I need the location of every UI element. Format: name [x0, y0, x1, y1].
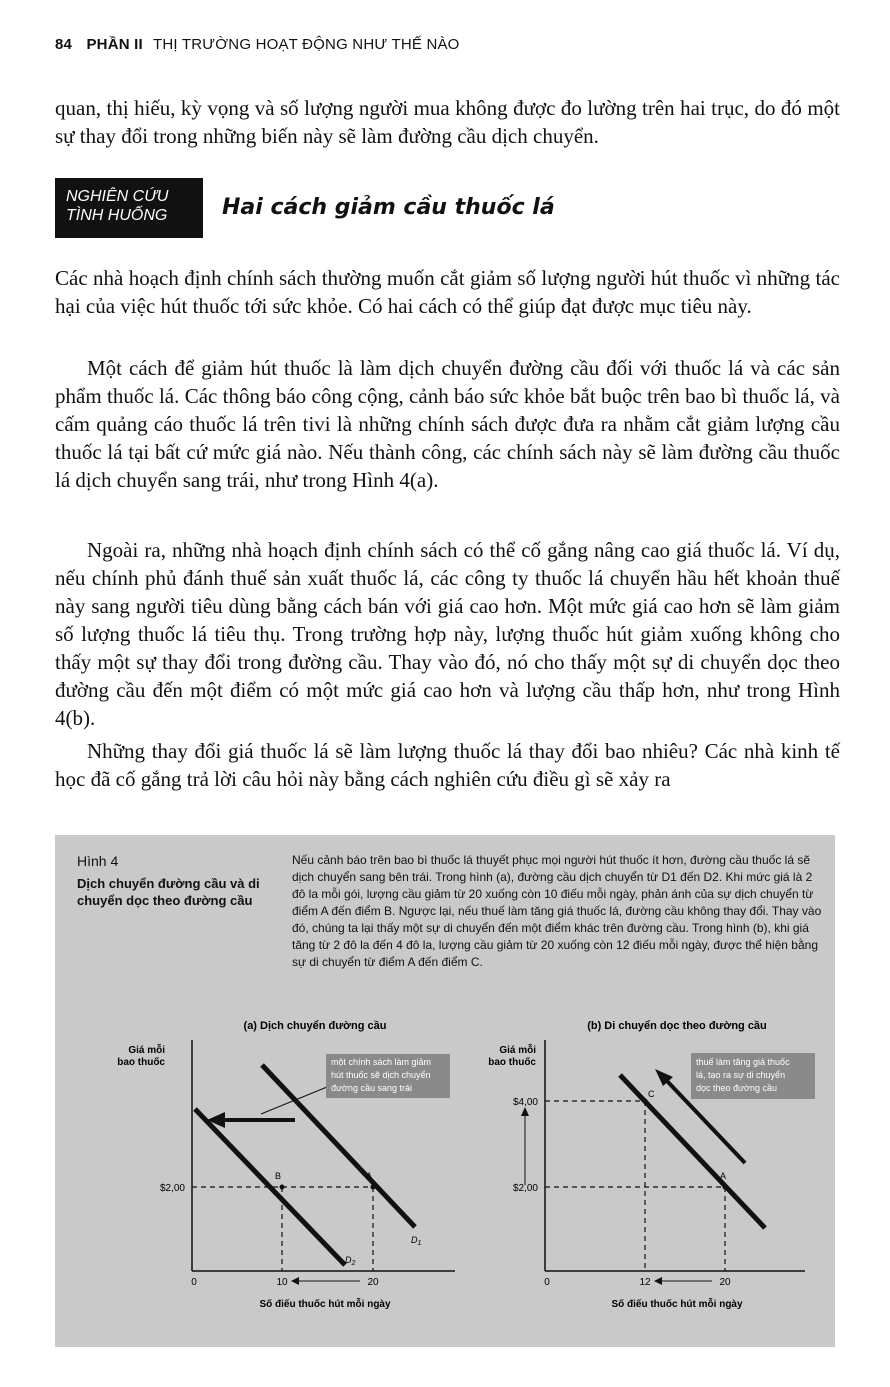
- panel-b-point-a: A: [720, 1171, 727, 1181]
- figure-number: Hình 4: [77, 853, 119, 869]
- panel-a-quantity-arrowhead: [291, 1277, 299, 1285]
- figure-graphs: [55, 835, 835, 1347]
- panel-a-ytick-2: $2,00: [159, 1183, 185, 1194]
- panel-a-point-a: A: [366, 1171, 373, 1181]
- part-label: PHẦN II: [86, 36, 143, 53]
- panel-b-dot-a: [723, 1185, 728, 1190]
- paragraph-1: Các nhà hoạch định chính sách thường muốn cắt giảm số lượng người hút thuốc vì những tác hại của việc hút thuốc tới sức khỏe. Có hai cách có thể giúp đạt được mục tiêu này.: [55, 266, 840, 318]
- panel-a-ylabel-2: bao thuốc: [117, 1057, 165, 1068]
- panel-b-dot-c: [643, 1099, 648, 1104]
- panel-b-callout-line3: dọc theo đường cầu: [696, 1083, 777, 1093]
- figure-caption-text: Nếu cảnh báo trên bao bì thuốc lá thuyết phục mọi người hút thuốc ít hơn, đường cầu thuốc lá sẽ dịch chuyển sang bên trái. Trong hình (a), đường cầu dịch chuyển từ D1 đến D2. Khi mức giá là 2 đô la mỗi gói, lượng cầu giảm từ 20 xuống còn 10 điếu mỗi ngày, phản ánh của sự dịch chuyển từ điểm A đến điểm B. Ngược lại, nếu thuế làm tăng giá thuốc lá, đường cầu không thay đổi. Thay vào đó, chúng ta lại thấy một sự di chuyển đến một điểm khác trên đường cầu. Trong hình (b), khi giá tăng từ 2 đô la đến 4 đô la, lượng cầu giảm từ 20 xuống còn 12 điếu mỗi ngày, được thể hiện bằng sự di chuyển từ điểm A đến điểm C.: [292, 853, 822, 969]
- panel-a-dot-b: [280, 1185, 285, 1190]
- panel-b-ytick-4: $4,00: [512, 1097, 538, 1108]
- panel-a-label-d2: $D_2$: [345, 1255, 356, 1267]
- running-header: [55, 36, 460, 53]
- panel-b-callout-line2: lá, tạo ra sự di chuyển: [696, 1070, 786, 1080]
- paragraph-3: Ngoài ra, những nhà hoạch định chính sách có thể cố gắng nâng cao giá thuốc lá. Ví dụ, nếu chính phủ đánh thuế sản xuất thuốc lá, các công ty thuốc lá chuyển hầu hết khoản thuế này sang người tiêu dùng bằng cách bán với giá cao hơn. Một mức giá cao hơn sẽ làm giảm số lượng thuốc lá tiêu thụ. Trong trường hợp này, lượng thuốc hút giảm xuống không cho thấy một sự thay đổi trong đường cầu. Thay vào đó, nó cho thấy một sự di chuyển dọc theo đường cầu đến một điểm có một mức giá cao hơn và lượng cầu thấp hơn, như trong Hình 4(b).: [55, 538, 840, 730]
- panel-a-xlabel: Số điếu thuốc hút mỗi ngày: [259, 1299, 391, 1310]
- case-study-title: Hai cách giảm cầu thuốc lá: [222, 195, 555, 220]
- panel-b-ylabel-1: Giá mỗi: [499, 1045, 536, 1056]
- panel-b-quantity-arrowhead: [654, 1277, 662, 1285]
- panel-a-callout-line1: một chính sách làm giảm: [331, 1057, 432, 1067]
- panel-b-title: (b) Di chuyển dọc theo đường cầu: [587, 1020, 767, 1032]
- panel-a-label-d1: $D_1$: [411, 1235, 422, 1247]
- paragraph-4: Những thay đổi giá thuốc lá sẽ làm lượng thuốc lá thay đổi bao nhiêu? Các nhà kinh tế học đã cố gắng trả lời câu hỏi này bằng cách nghiên cứu điều gì sẽ xảy ra: [55, 739, 840, 791]
- panel-a-point-b: B: [275, 1171, 282, 1181]
- panel-b-ylabel-2: bao thuốc: [488, 1057, 536, 1068]
- panel-b-xtick-12: 12: [639, 1277, 651, 1288]
- figure-4: [55, 835, 835, 1347]
- panel-a-callout-line3: đường cầu sang trái: [331, 1083, 412, 1093]
- intro-paragraph: quan, thị hiếu, kỳ vọng và số lượng người mua không được đo lường trên hai trục, do đó một sự thay đổi trong những biến này sẽ làm đường cầu dịch chuyển.: [55, 96, 840, 148]
- panel-a-dot-a: [371, 1185, 376, 1190]
- case-study-label: [55, 178, 203, 238]
- panel-a-ylabel-1: Giá mỗi: [128, 1045, 165, 1056]
- panel-a-xtick-0: 0: [191, 1277, 197, 1288]
- panel-b-xtick-20: 20: [719, 1277, 731, 1288]
- panel-a-title: (a) Dịch chuyển đường cầu: [243, 1020, 387, 1032]
- panel-a-callout-line2: hút thuốc sẽ dịch chuyển: [331, 1070, 431, 1080]
- panel-a-callout-line: [261, 1087, 327, 1114]
- case-study-label-line2: TÌNH HUỐNG: [66, 207, 168, 224]
- panel-a-xtick-20: 20: [367, 1277, 379, 1288]
- panel-b-price-arrowhead: [521, 1107, 529, 1116]
- paragraph-2: Một cách để giảm hút thuốc là làm dịch chuyển đường cầu đối với thuốc lá và các sản phẩm thuốc lá. Các thông báo công cộng, cảnh báo sức khỏe bắt buộc trên bao bì thuốc lá, và cấm quảng cáo thuốc lá trên tivi là những chính sách được đưa ra nhằm cắt giảm lượng cầu thuốc lá tại bất cứ mức giá nào. Nếu thành công, các chính sách này sẽ làm đường cầu thuốc lá dịch chuyển sang trái, như trong Hình 4(a).: [55, 356, 840, 492]
- panel-b-point-c: C: [648, 1089, 655, 1099]
- panel-a-xtick-10: 10: [276, 1277, 288, 1288]
- panel-b-callout-line1: thuế làm tăng giá thuốc: [696, 1057, 790, 1067]
- panel-b-xlabel: Số điếu thuốc hút mỗi ngày: [611, 1299, 743, 1310]
- part-title: THỊ TRƯỜNG HOẠT ĐỘNG NHƯ THẾ NÀO: [152, 36, 460, 53]
- case-study-label-line1: NGHIÊN CỨU: [66, 188, 169, 205]
- figure-title: Dịch chuyển đường cầu và di chuyển dọc theo đường cầu: [77, 876, 260, 908]
- panel-b-xtick-0: 0: [544, 1277, 550, 1288]
- page-number: 84: [55, 36, 73, 53]
- panel-a: [117, 1020, 455, 1310]
- panel-b: [488, 1020, 815, 1310]
- panel-b-ytick-2: $2,00: [512, 1183, 538, 1194]
